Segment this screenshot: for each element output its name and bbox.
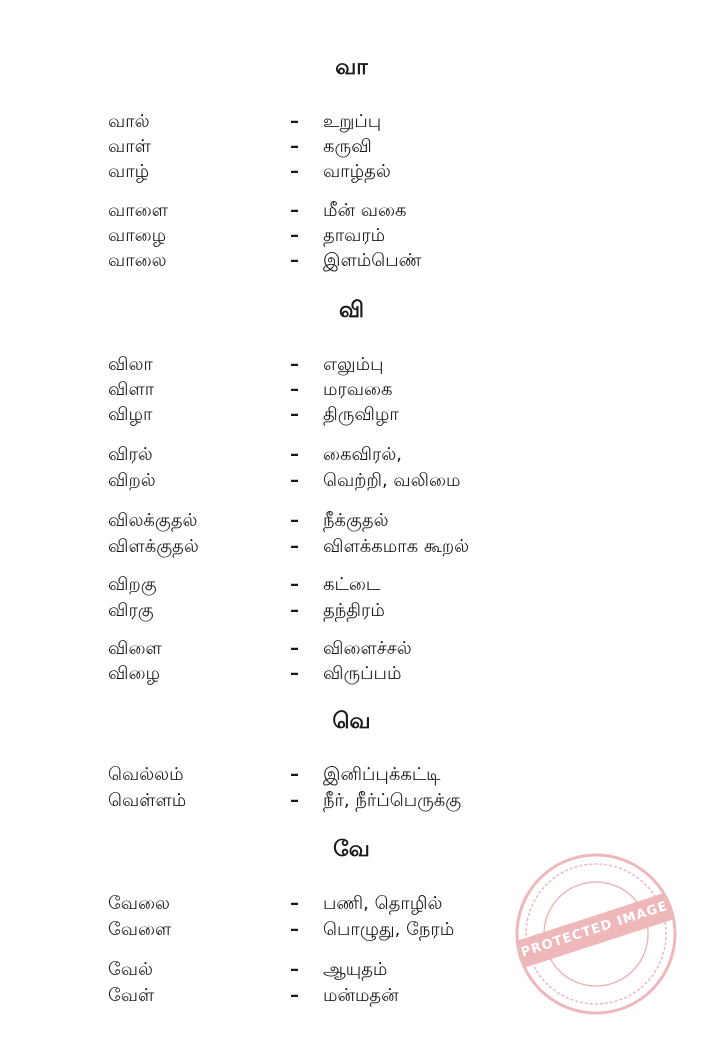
entry-row bbox=[0, 763, 703, 787]
entry-row bbox=[0, 637, 703, 661]
entry-word: விரல் bbox=[108, 444, 153, 465]
entry-row bbox=[0, 535, 703, 559]
entry-word: வாள் bbox=[108, 136, 151, 157]
entry-row bbox=[0, 443, 703, 467]
entry-row bbox=[0, 160, 703, 184]
entry-meaning: பணி, தொழில் bbox=[323, 893, 443, 914]
entry-word: வாழை bbox=[108, 225, 167, 246]
entry-meaning: விளைச்சல் bbox=[323, 638, 412, 659]
entry-word: விளை bbox=[108, 638, 162, 659]
entry-row bbox=[0, 110, 703, 134]
entry-meaning: மீன் வகை bbox=[323, 200, 407, 221]
entry-word: வேல் bbox=[108, 959, 153, 980]
entry-dash: – bbox=[290, 985, 299, 1006]
entry-meaning: மரவகை bbox=[323, 379, 393, 400]
entry-row bbox=[0, 403, 703, 427]
entry-dash: – bbox=[290, 638, 299, 659]
entry-row bbox=[0, 249, 703, 273]
section-heading-vaa: வா bbox=[335, 55, 368, 80]
entry-word: விழா bbox=[108, 404, 153, 425]
entry-word: வால் bbox=[108, 111, 150, 132]
section-heading-ve: வெ bbox=[332, 709, 371, 734]
entry-row bbox=[0, 224, 703, 248]
entry-dash: – bbox=[290, 354, 299, 375]
entry-word: விறகு bbox=[108, 574, 157, 595]
entry-meaning: எலும்பு bbox=[323, 354, 384, 375]
entry-word: வேலை bbox=[108, 893, 170, 914]
entry-dash: – bbox=[290, 470, 299, 491]
entry-meaning: கட்டை bbox=[323, 574, 381, 595]
entry-word: விலா bbox=[108, 354, 153, 375]
entry-meaning: தந்திரம் bbox=[323, 600, 385, 621]
entry-word: விறல் bbox=[108, 470, 156, 491]
entry-meaning: நீர், நீர்ப்பெருக்கு bbox=[323, 790, 462, 811]
entry-dash: – bbox=[290, 161, 299, 182]
entry-row bbox=[0, 599, 703, 623]
entry-word: வேள் bbox=[108, 985, 155, 1006]
entry-dash: – bbox=[290, 200, 299, 221]
entry-dash: – bbox=[290, 536, 299, 557]
entry-row bbox=[0, 509, 703, 533]
entry-word: விலக்குதல் bbox=[108, 510, 198, 531]
entry-word: வாலை bbox=[108, 250, 167, 271]
entry-meaning: இளம்பெண் bbox=[323, 250, 422, 271]
entry-row bbox=[0, 662, 703, 686]
entry-meaning: பொழுது, நேரம் bbox=[323, 919, 455, 940]
entry-dash: – bbox=[290, 764, 299, 785]
section-heading-vee: வே bbox=[333, 837, 370, 862]
entry-meaning: திருவிழா bbox=[323, 404, 399, 425]
entry-meaning: விளக்கமாக கூறல் bbox=[323, 536, 470, 557]
entry-dash: – bbox=[290, 444, 299, 465]
section-heading-vi: வி bbox=[338, 298, 365, 323]
entry-row bbox=[0, 789, 703, 813]
entry-meaning: உறுப்பு bbox=[323, 111, 382, 132]
watermark-label: PROTECTED IMAGE bbox=[516, 893, 673, 968]
entry-word: விழை bbox=[108, 663, 160, 684]
entry-meaning: வாழ்தல் bbox=[323, 161, 391, 182]
entry-dash: – bbox=[290, 250, 299, 271]
entry-dash: – bbox=[290, 379, 299, 400]
entry-word: விளா bbox=[108, 379, 155, 400]
entry-word: வெள்ளம் bbox=[108, 790, 187, 811]
entry-dash: – bbox=[290, 136, 299, 157]
entry-dash: – bbox=[290, 790, 299, 811]
entry-dash: – bbox=[290, 959, 299, 980]
entry-dash: – bbox=[290, 404, 299, 425]
entry-meaning: வெற்றி, வலிமை bbox=[323, 470, 461, 491]
entry-row bbox=[0, 135, 703, 159]
entry-meaning: தாவரம் bbox=[323, 225, 386, 246]
entry-meaning: கைவிரல், bbox=[323, 444, 402, 465]
entry-meaning: நீக்குதல் bbox=[323, 510, 389, 531]
entry-meaning: ஆயுதம் bbox=[323, 959, 388, 980]
entry-word: விரகு bbox=[108, 600, 154, 621]
entry-meaning: கருவி bbox=[323, 136, 372, 157]
entry-meaning: விருப்பம் bbox=[323, 663, 402, 684]
entry-word: வெல்லம் bbox=[108, 764, 184, 785]
entry-dash: – bbox=[290, 574, 299, 595]
entry-dash: – bbox=[290, 111, 299, 132]
entry-word: வாளை bbox=[108, 200, 168, 221]
entry-word: வாழ் bbox=[108, 161, 150, 182]
entry-row bbox=[0, 199, 703, 223]
entry-dash: – bbox=[290, 600, 299, 621]
entry-dash: – bbox=[290, 919, 299, 940]
entry-word: விளக்குதல் bbox=[108, 536, 199, 557]
entry-meaning: மன்மதன் bbox=[323, 985, 399, 1006]
entry-row bbox=[0, 378, 703, 402]
entry-row bbox=[0, 573, 703, 597]
entry-dash: – bbox=[290, 663, 299, 684]
entry-dash: – bbox=[290, 225, 299, 246]
entry-word: வேளை bbox=[108, 919, 172, 940]
entry-dash: – bbox=[290, 510, 299, 531]
entry-meaning: இனிப்புக்கட்டி bbox=[323, 764, 441, 785]
entry-dash: – bbox=[290, 893, 299, 914]
entry-row bbox=[0, 353, 703, 377]
entry-row bbox=[0, 469, 703, 493]
